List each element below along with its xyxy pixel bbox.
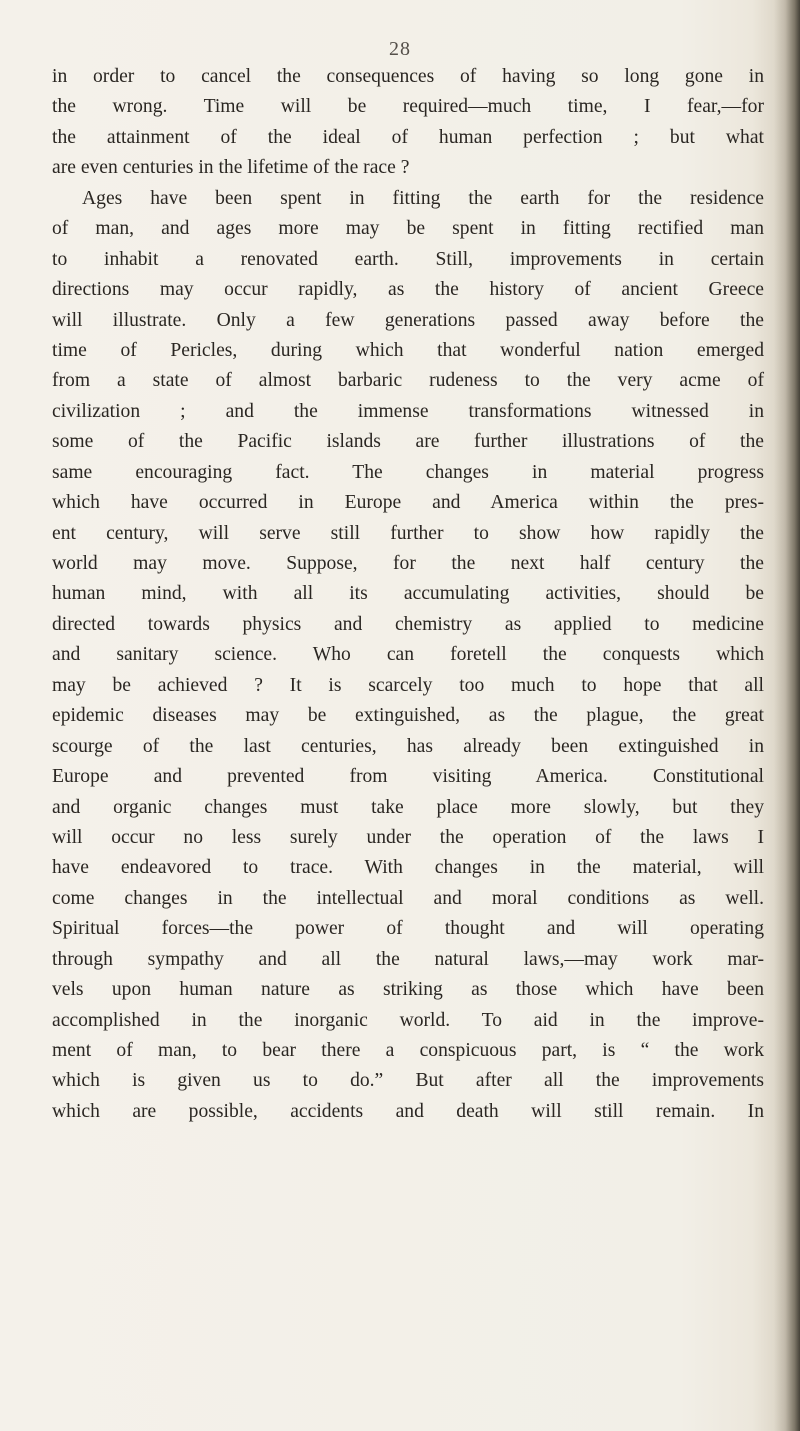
text-line: through sympathy and all the natural laws,—may work mar- bbox=[52, 948, 764, 970]
text-line: accomplished in the inorganic world. To aid in the improve- bbox=[52, 1009, 764, 1031]
text-line: Europe and prevented from visiting America. Constitutional bbox=[52, 766, 764, 788]
text-line: scourge of the last centuries, has already been extinguished in bbox=[52, 735, 764, 757]
text-line: world may move. Suppose, for the next half century the bbox=[52, 553, 764, 574]
text-line: ment of man, to bear there a conspicuous part, is “ the work bbox=[52, 1040, 764, 1061]
text-line: ent century, will serve still further to show how rapidly the bbox=[52, 522, 764, 544]
text-line: human mind, with all its accumulating activities, should be bbox=[52, 583, 764, 605]
text-line: civilization ; and the immense transformations witnessed in bbox=[52, 400, 764, 422]
text-line: which is given us to do.” But after all the improvements bbox=[52, 1070, 764, 1092]
text-line: are even centuries in the lifetime of the race ? bbox=[52, 157, 410, 179]
body-text bbox=[52, 62, 764, 1127]
text-line: from a state of almost barbaric rudeness to the very acme of bbox=[52, 370, 764, 392]
text-line: the attainment of the ideal of human perfection ; but what bbox=[52, 126, 764, 148]
text-line: some of the Pacific islands are further illustrations of the bbox=[52, 431, 764, 453]
text-line: Ages have been spent in fitting the earth for the residence bbox=[82, 187, 764, 209]
text-line: which are possible, accidents and death will still remain. In bbox=[52, 1100, 764, 1122]
text-line: may be achieved ? It is scarcely too much to hope that all bbox=[52, 674, 764, 696]
text-line: will illustrate. Only a few generations passed away before the bbox=[52, 309, 764, 331]
page-edge-shadow bbox=[774, 0, 800, 1431]
text-line: epidemic diseases may be extinguished, as the plague, the great bbox=[52, 705, 764, 727]
text-line: of man, and ages more may be spent in fitting rectified man bbox=[52, 218, 764, 240]
text-line: Spiritual forces—the power of thought and will operating bbox=[52, 918, 764, 940]
text-line: directions may occur rapidly, as the history of ancient Greece bbox=[52, 279, 764, 301]
text-line: in order to cancel the consequences of having so long gone in bbox=[52, 66, 764, 87]
text-line: which have occurred in Europe and America within the pres- bbox=[52, 492, 764, 514]
text-line: to inhabit a renovated earth. Still, improvements in certain bbox=[52, 248, 764, 270]
text-line: the wrong. Time will be required—much time, I fear,—for bbox=[52, 96, 764, 118]
text-line: and organic changes must take place more slowly, but they bbox=[52, 796, 764, 818]
text-line: same encouraging fact. The changes in material progress bbox=[52, 461, 764, 483]
text-line: directed towards physics and chemistry as applied to medicine bbox=[52, 613, 764, 635]
text-line: will occur no less surely under the operation of the laws I bbox=[52, 826, 764, 848]
page-number: 28 bbox=[389, 38, 411, 60]
text-line: come changes in the intellectual and moral conditions as well. bbox=[52, 887, 764, 909]
text-line: vels upon human nature as striking as those which have been bbox=[52, 979, 764, 1001]
text-line: and sanitary science. Who can foretell the conquests which bbox=[52, 644, 764, 666]
text-line: time of Pericles, during which that wonderful nation emerged bbox=[52, 339, 764, 361]
text-line: have endeavored to trace. With changes in the material, will bbox=[52, 857, 764, 879]
